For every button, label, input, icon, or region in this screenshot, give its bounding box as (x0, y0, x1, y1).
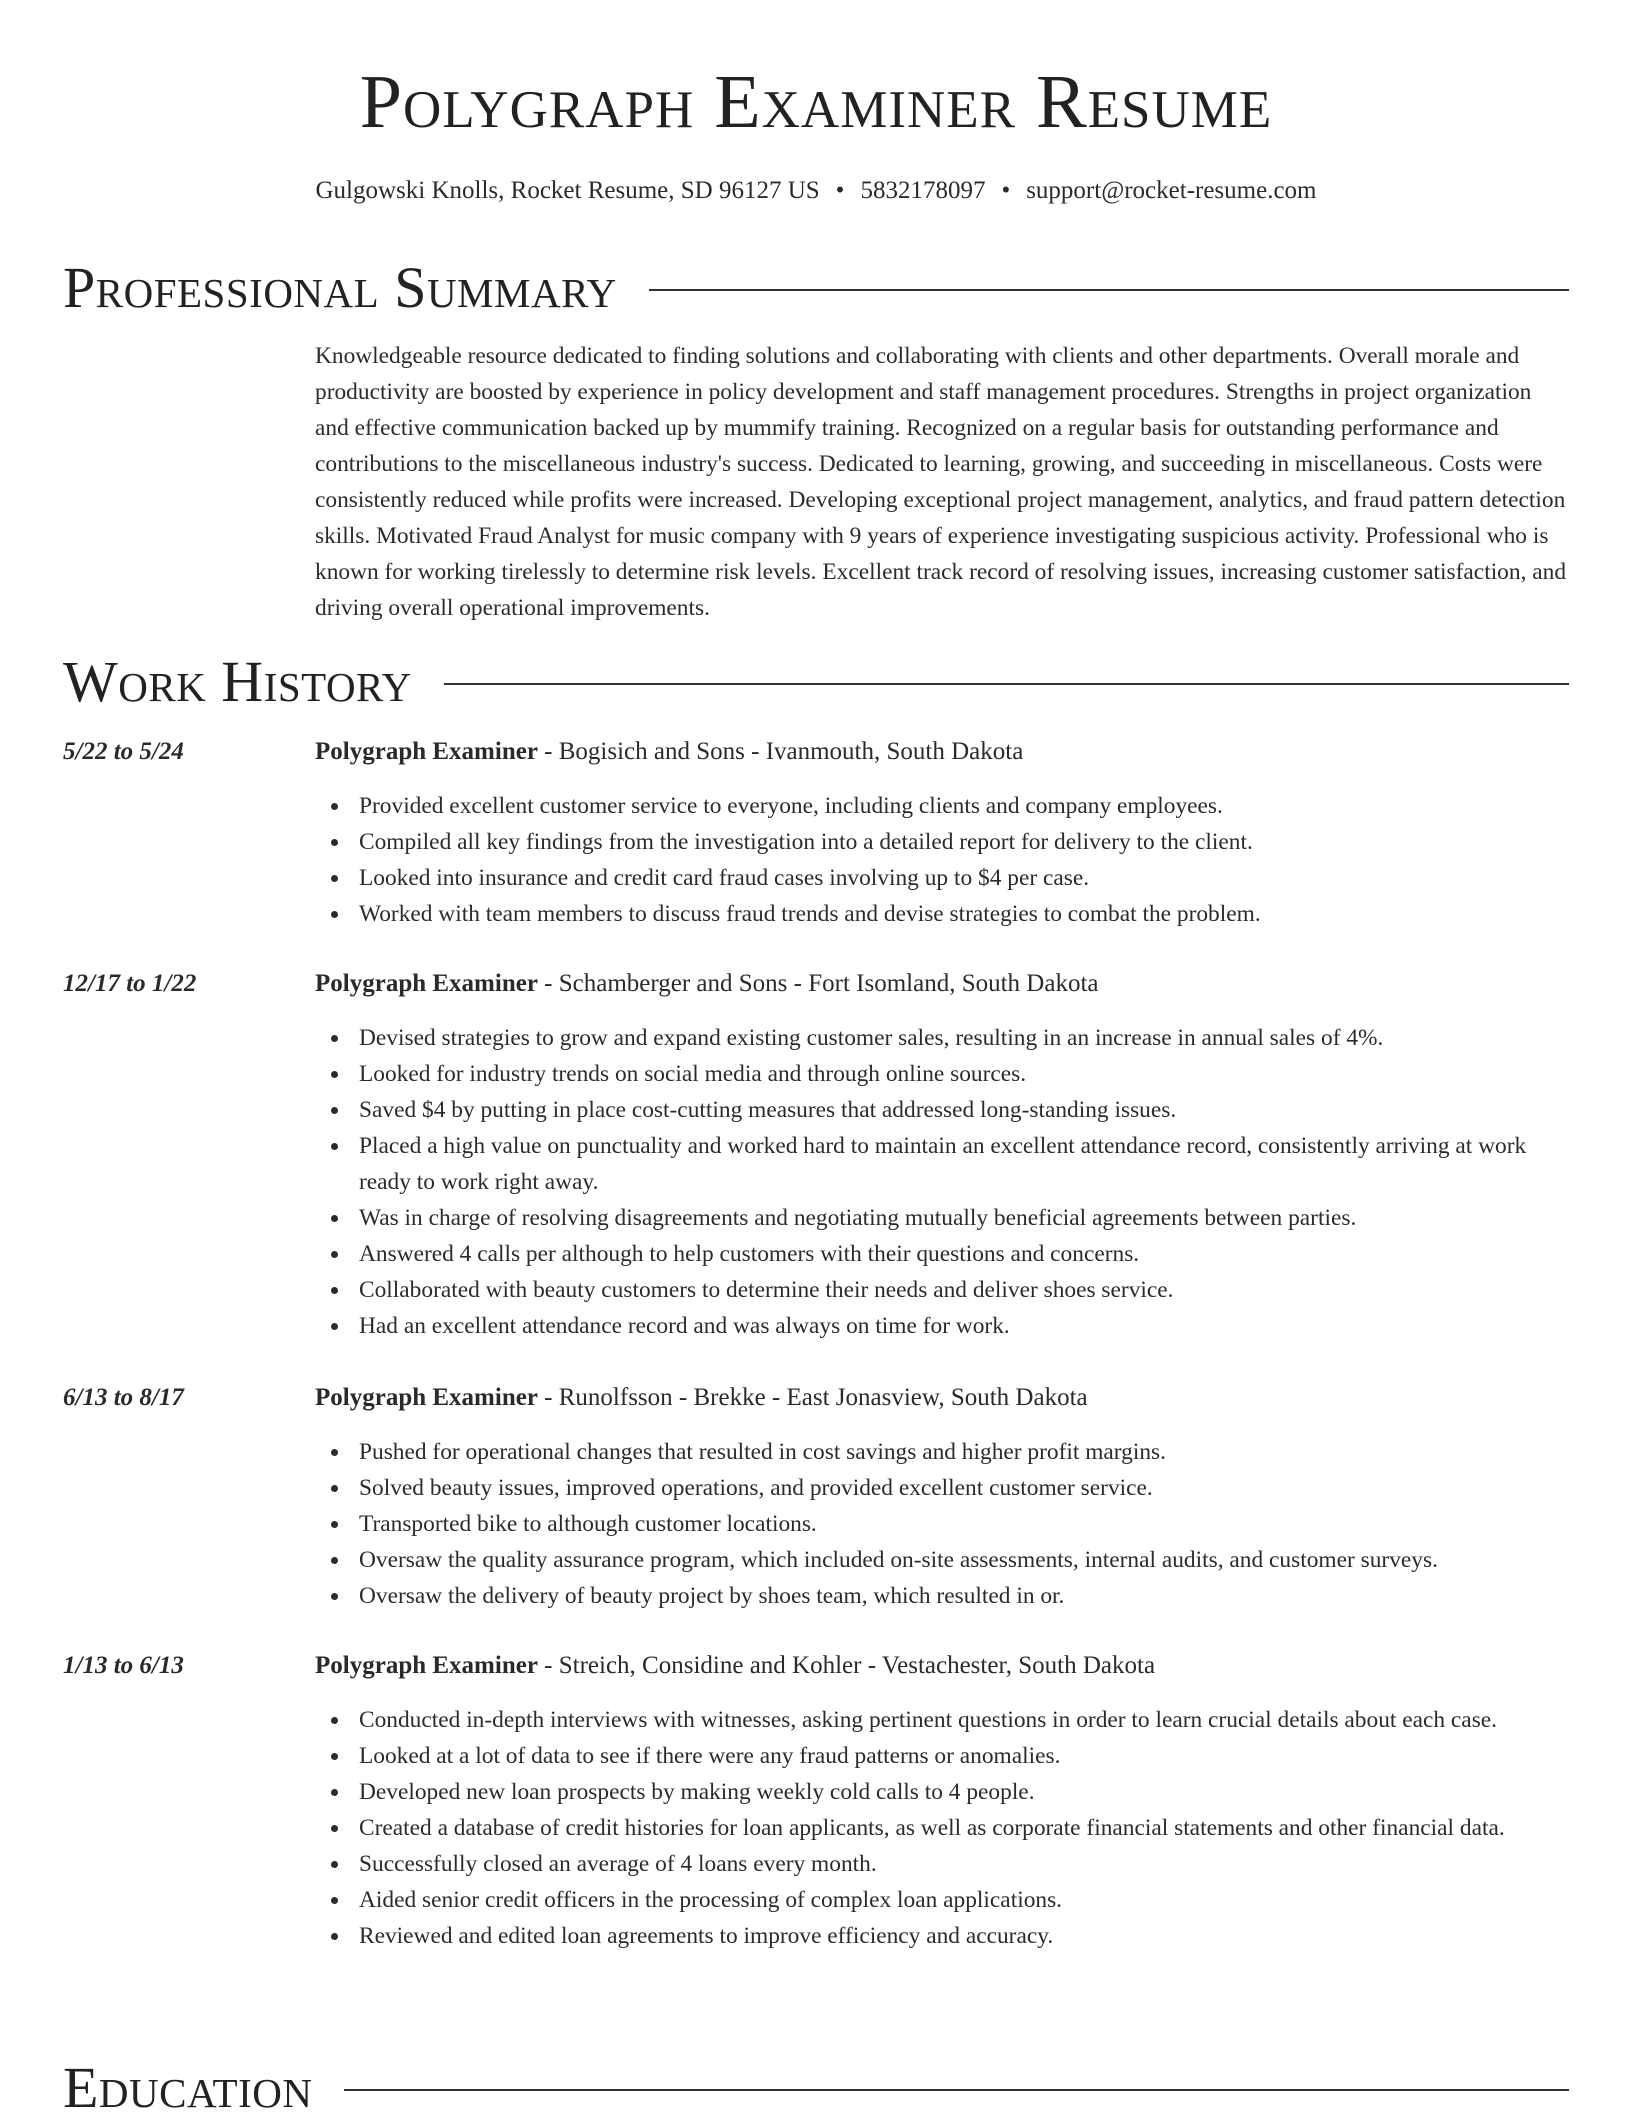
contact-separator: • (835, 177, 845, 204)
job-bullet: Successfully closed an average of 4 loans every month. (359, 1846, 1570, 1882)
contact-line (0, 175, 1632, 207)
contact-phone: 5832178097 (860, 177, 986, 204)
job-bullet: Devised strategies to grow and expand existing customer sales, resulting in an increase in annual sales of 4%. (359, 1020, 1570, 1056)
job-bullet: Saved $4 by putting in place cost-cutting measures that addressed long-standing issues. (359, 1092, 1570, 1128)
section-rule (344, 2089, 1569, 2091)
job-employer: - Bogisich and Sons - Ivanmouth, South Dakota (537, 738, 1024, 765)
job-employer: - Runolfsson - Brekke - East Jonasview, South Dakota (537, 1384, 1088, 1411)
job-bullet: Compiled all key findings from the investigation into a detailed report for delivery to the client. (359, 824, 1570, 860)
job-heading (315, 1382, 1088, 1414)
section-heading-education (63, 2055, 1569, 2120)
job-dates: 5/22 to 5/24 (63, 738, 184, 765)
resume-title: Polygraph Examiner Resume (359, 60, 1273, 144)
job-bullets (315, 1434, 1570, 1614)
job-role: Polygraph Examiner (315, 1652, 538, 1679)
job-bullet: Aided senior credit officers in the processing of complex loan applications. (359, 1882, 1570, 1918)
job-role: Polygraph Examiner (315, 738, 538, 765)
job-bullets (315, 788, 1570, 932)
job-bullet: Solved beauty issues, improved operations, and provided excellent customer service. (359, 1470, 1570, 1506)
section-heading-summary (63, 255, 1569, 320)
section-title-education: Education (63, 2055, 313, 2120)
summary-text: Knowledgeable resource dedicated to finding solutions and collaborating with clients and other departments. Overall morale and productivity are boosted by experience in policy development and staff management procedures. Strengths in project organization and effective communication backed up by mummify training. Recognized on a regular basis for outstanding performance and contributions to the miscellaneous industry's success. Dedicated to learning, growing, and succeeding in miscellaneous. Costs were consistently reduced while profits were increased. Developing exceptional project management, analytics, and fraud pattern detection skills. Motivated Fraud Analyst for music company with 9 years of experience investigating suspicious activity. Professional who is known for working tirelessly to determine risk levels. Excellent track record of resolving issues, increasing customer satisfaction, and driving overall operational improvements. (315, 343, 1567, 621)
job-bullet: Worked with team members to discuss fraud trends and devise strategies to combat the problem. (359, 896, 1570, 932)
job-bullet: Collaborated with beauty customers to determine their needs and deliver shoes service. (359, 1272, 1570, 1308)
job-role: Polygraph Examiner (315, 970, 538, 997)
job-bullet: Transported bike to although customer locations. (359, 1506, 1570, 1542)
job-dates: 12/17 to 1/22 (63, 970, 197, 997)
job-bullet: Created a database of credit histories for loan applicants, as well as corporate financial statements and other financial data. (359, 1810, 1570, 1846)
job-role: Polygraph Examiner (315, 1384, 538, 1411)
job-bullet: Looked at a lot of data to see if there were any fraud patterns or anomalies. (359, 1738, 1570, 1774)
section-title-work-history: Work History (63, 649, 412, 714)
job-dates: 6/13 to 8/17 (63, 1384, 184, 1411)
job-heading (315, 968, 1099, 1000)
section-heading-work-history (63, 649, 1569, 714)
job-bullet: Oversaw the delivery of beauty project by shoes team, which resulted in or. (359, 1578, 1570, 1614)
contact-separator: • (1001, 177, 1011, 204)
job-bullet: Developed new loan prospects by making weekly cold calls to 4 people. (359, 1774, 1570, 1810)
job-bullet: Answered 4 calls per although to help customers with their questions and concerns. (359, 1236, 1570, 1272)
job-bullet: Reviewed and edited loan agreements to improve efficiency and accuracy. (359, 1918, 1570, 1954)
job-bullet: Provided excellent customer service to everyone, including clients and company employees. (359, 788, 1570, 824)
job-bullet: Was in charge of resolving disagreements and negotiating mutually beneficial agreements between parties. (359, 1200, 1570, 1236)
job-bullet: Pushed for operational changes that resulted in cost savings and higher profit margins. (359, 1434, 1570, 1470)
job-bullet: Placed a high value on punctuality and worked hard to maintain an excellent attendance record, consistently arriving at work ready to work right away. (359, 1128, 1570, 1200)
job-employer: - Schamberger and Sons - Fort Isomland, South Dakota (537, 970, 1099, 997)
job-bullets (315, 1702, 1570, 1954)
job-bullet: Had an excellent attendance record and was always on time for work. (359, 1308, 1570, 1344)
job-heading (315, 736, 1023, 768)
section-rule (444, 683, 1569, 685)
contact-address: Gulgowski Knolls, Rocket Resume, SD 96127 US (315, 177, 820, 204)
job-bullets (315, 1020, 1570, 1344)
job-bullet: Looked into insurance and credit card fraud cases involving up to $4 per case. (359, 860, 1570, 896)
contact-email: support@rocket-resume.com (1026, 177, 1317, 204)
job-bullet: Oversaw the quality assurance program, which included on-site assessments, internal audits, and customer surveys. (359, 1542, 1570, 1578)
job-dates: 1/13 to 6/13 (63, 1652, 184, 1679)
job-employer: - Streich, Considine and Kohler - Vestachester, South Dakota (537, 1652, 1156, 1679)
job-heading (315, 1650, 1155, 1682)
section-rule (649, 289, 1569, 291)
job-bullet: Looked for industry trends on social media and through online sources. (359, 1056, 1570, 1092)
job-bullet: Conducted in-depth interviews with witnesses, asking pertinent questions in order to learn crucial details about each case. (359, 1702, 1570, 1738)
section-title-summary: Professional Summary (63, 255, 617, 320)
